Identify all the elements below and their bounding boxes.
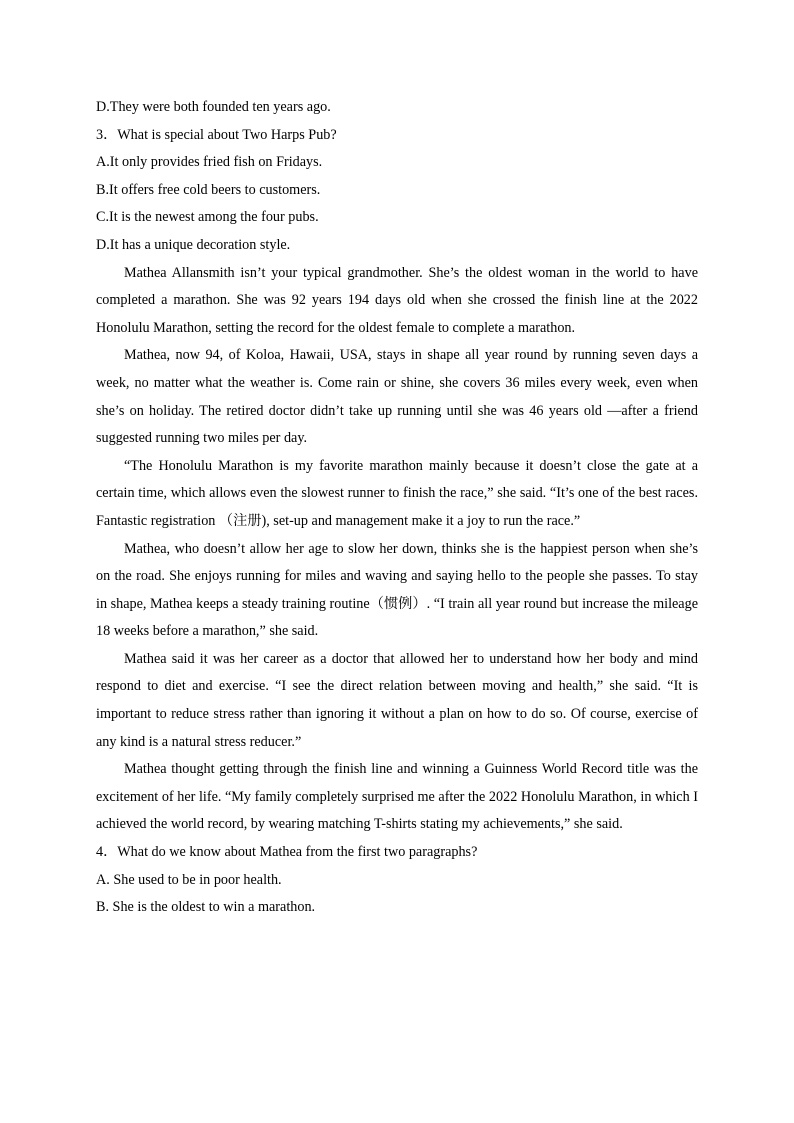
passage-paragraph-5: Mathea said it was her career as a doctor that allowed her to understand how her body and mind respond to diet and exercise. “I see the direct relation between moving and health,” she said. “It is important to reduce stress rather than ignoring it without a plan on how to do so. Of course, exercise of any kind is a natural stress reducer.” <box>96 650 698 750</box>
passage-paragraph-3: “The Honolulu Marathon is my favorite marathon mainly because it doesn’t close the gate at a certain time, which allows even the slowest runner to finish the race,” she said. “It’s one of the best races. Fantastic registration （注册), set-up and management make it a joy to run the race.” <box>96 457 698 529</box>
option-d-q2: D.They were both founded ten years ago. <box>96 99 331 115</box>
option-b-q3: B.It offers free cold beers to customers. <box>96 181 321 198</box>
option-d-q3: D.It has a unique decoration style. <box>96 236 291 253</box>
passage-paragraph-1: Mathea Allansmith isn’t your typical grandmother. She’s the oldest woman in the world to have completed a marathon. She was 92 years 194 days old when she crossed the finish line at the 2022 Honolulu Marathon, setting the record for the oldest female to complete a marathon. <box>96 264 698 336</box>
passage-paragraph-6: Mathea thought getting through the finish line and winning a Guinness World Record title was the excitement of her life. “My family completely surprised me after the 2022 Honolulu Marathon, in which I achieved the world record, by wearing matching T-shirts stating my achievements,” she said. <box>96 761 698 833</box>
option-b-q4: B. She is the oldest to win a marathon. <box>96 899 316 916</box>
passage-paragraph-4: Mathea, who doesn’t allow her age to slow her down, thinks she is the happiest person when she’s on the road. She enjoys running for miles and waving and saying hello to the people she passes. To stay in shape, Mathea keeps a steady training routine（惯例）. “I train all year round but increase the mileage 18 weeks before a marathon,” she said. <box>96 540 698 640</box>
option-a-q3: A.It only provides fried fish on Fridays. <box>96 154 323 171</box>
option-c-q3: C.It is the newest among the four pubs. <box>96 209 319 226</box>
option-a-q4: A. She used to be in poor health. <box>96 871 282 888</box>
passage-paragraph-2: Mathea, now 94, of Koloa, Hawaii, USA, stays in shape all year round by running seven days a week, no matter what the weather is. Come rain or shine, she covers 36 miles every week, even when she’s on holiday. The retired doctor didn’t take up running until she was 46 years old —after a friend suggested running two miles per day. <box>96 347 698 447</box>
question-3: 3．What is special about Two Harps Pub? <box>96 126 337 143</box>
document-page <box>96 94 698 922</box>
question-4: 4．What do we know about Mathea from the first two paragraphs? <box>96 844 478 861</box>
